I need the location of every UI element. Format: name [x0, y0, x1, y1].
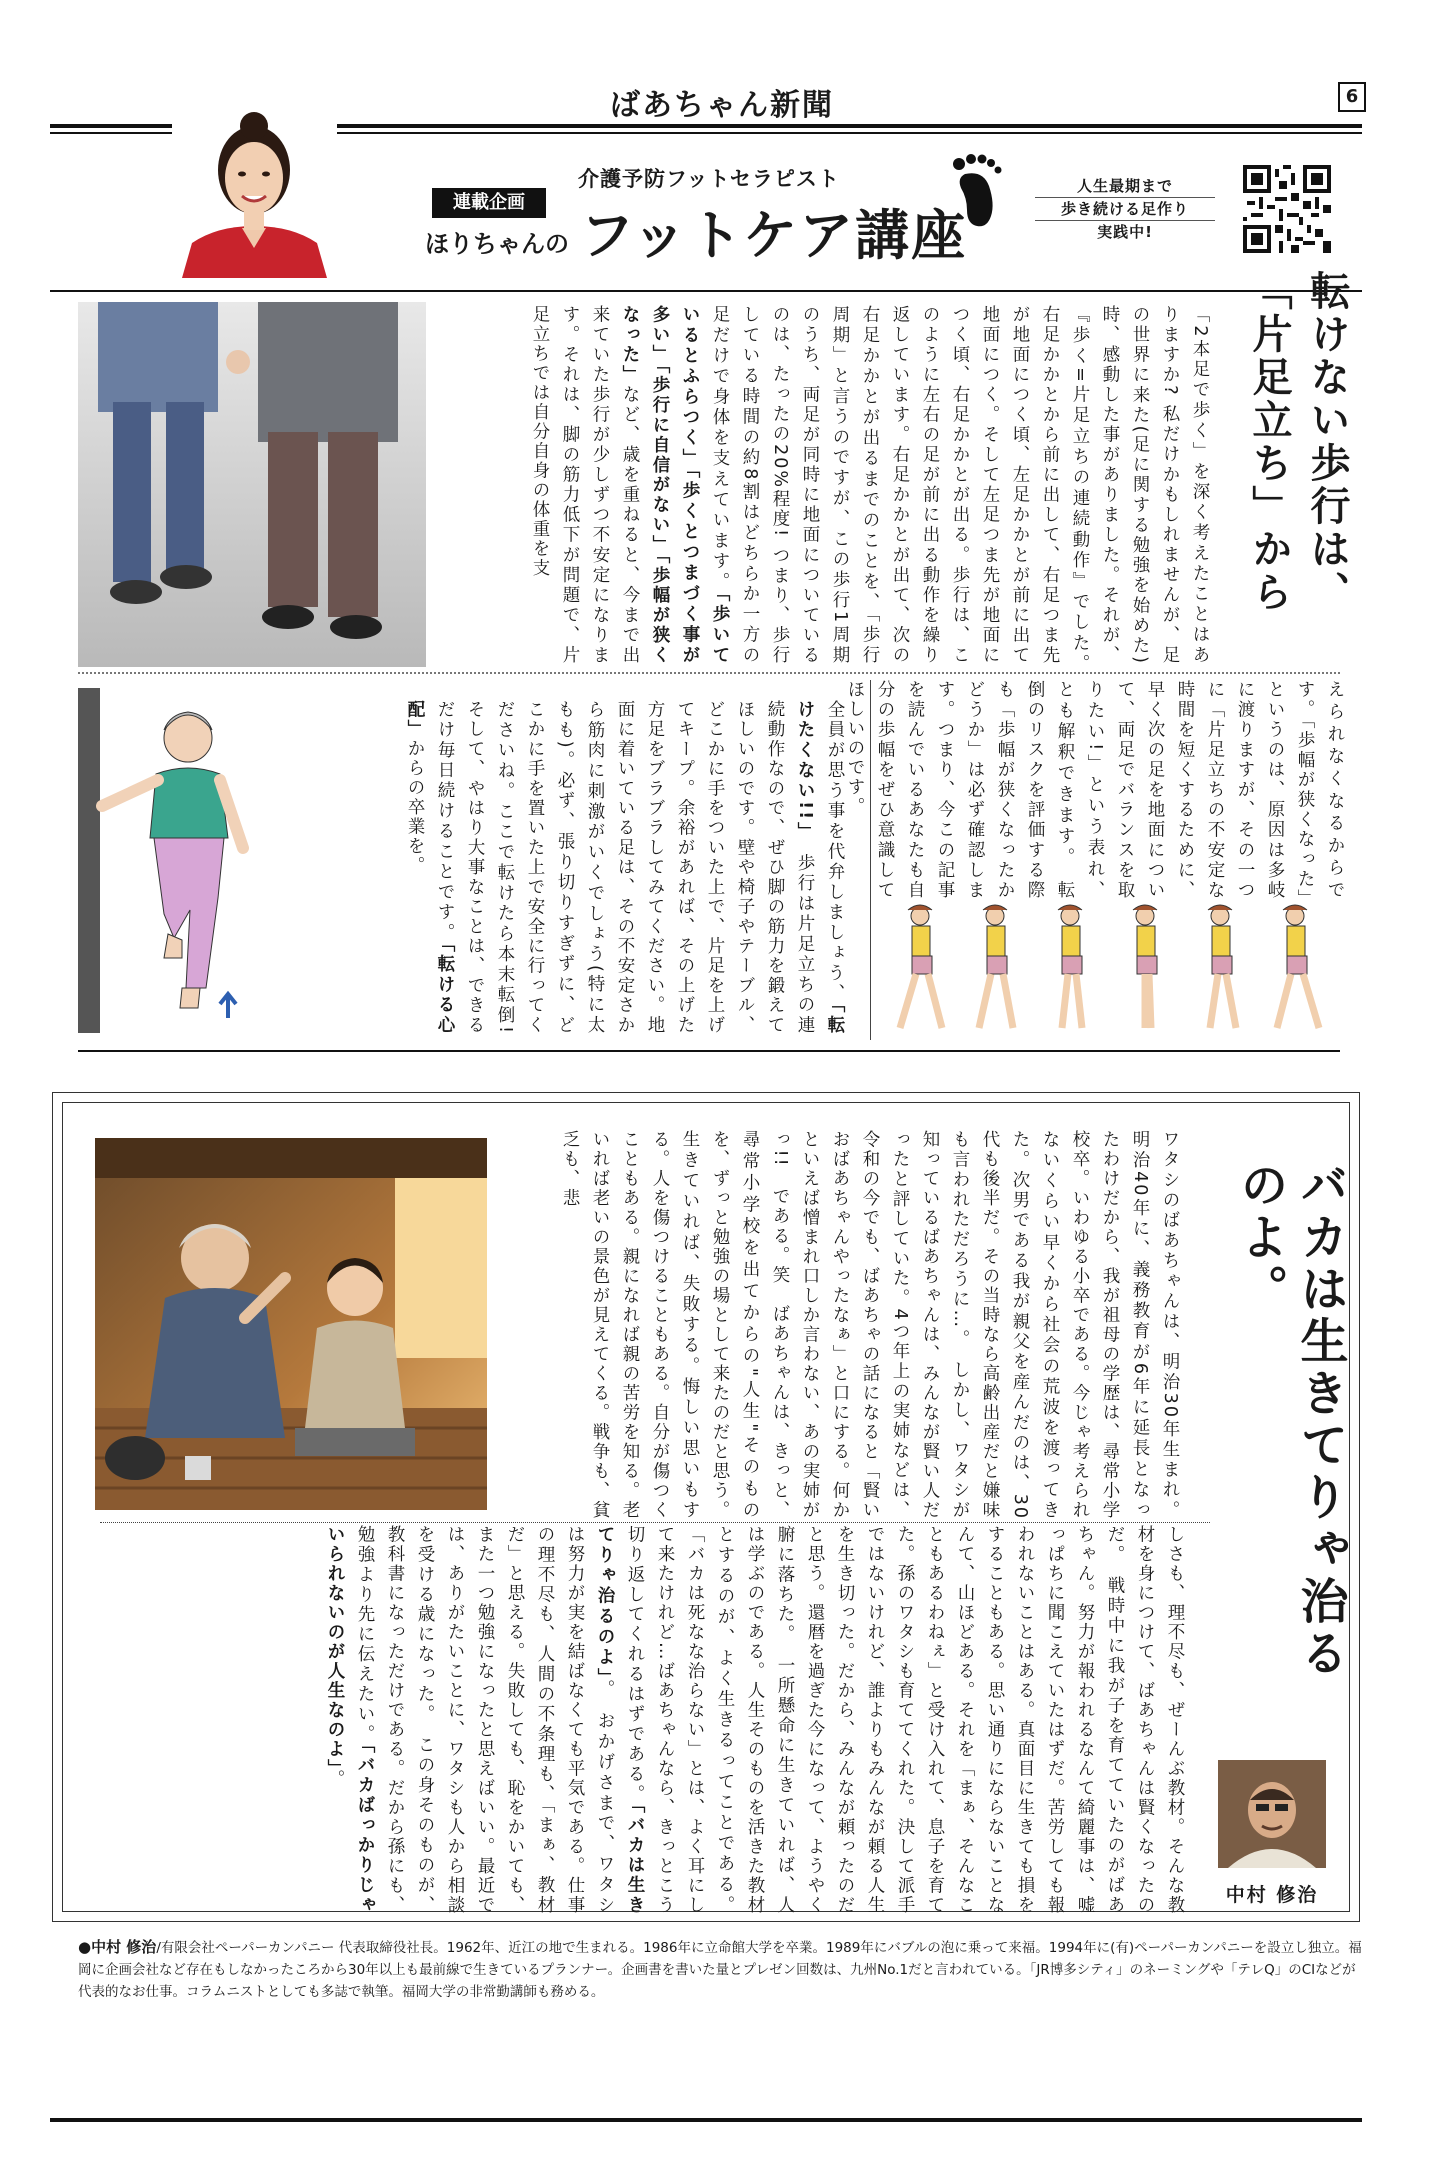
- author-portrait: [172, 108, 337, 278]
- section-divider: [78, 672, 1340, 674]
- walking-sequence-illustration: [880, 900, 1340, 1040]
- footprint-icon: [943, 150, 1013, 230]
- text-run: 歩行は片足立ちの連続動作なので、ぜひ脚の筋力を鍛えてほしいのです。壁や椅子やテーブル、どこかに手をついた上で、片足を上げてキープ。余裕があれば、その上げた方足をブラブラしてみてください。地面に着いている足は、その不安定さから筋肉に刺激がいくでしょう(特に太もも)。必ず、張り切りすぎずに、どこかに手を置いた上で安全に行ってくださいね。ここで転けたら本末転倒! そして、やはり大事なことは、できるだけ毎日続けることです。: [435, 700, 815, 1036]
- newspaper-name: ばあちゃん新聞: [610, 88, 834, 123]
- article2-title: バカは生きてりゃ治るのよ。: [1232, 1160, 1348, 1680]
- article1-bottom-rule: [78, 1050, 1340, 1052]
- article1-title-line: 転けない歩行は、: [1304, 270, 1350, 614]
- series-badge: 連載企画: [432, 188, 546, 218]
- article2-body-top: ワタシのばあちゃんは、明治30年生まれ。明治40年に、義務教育が6年に延長となったわけだから、我が祖母の学歴は、尋常小学校卒。いわゆる小卒である。今じゃ考えられないくらい早くから社会の荒波を渡ってきた。次男である我が親父を産んだのは、30代も後半だ。その当時なら高齢出産だと嫌味も言われただろうに…。 しかし、ワタシが知っているばあちゃんは、みんなが賢い人だったと評していた。4つ年上の実姉などは、令和の今でも、ばあちゃの話になると「賢いおばあちゃんやったなぁ」と口にする。何かといえば憎まれ口しか言わない、あの実姉がっ!! である。笑 ばあちゃんは、きっと、尋常小学校を出てからの"人生"そのものを、ずっと勉強の場として来たのだと思う。生きていれば、失敗する。悔しい思いもする。人を傷つけることもある。自分が傷つくこともある。親になれば親の苦労を知る。老いれば老いの景色が見えてくる。戦争も、貧乏も、悲: [560, 1130, 1180, 1520]
- text-run: 。 おかげさまで、ワタシは努力が実を結ばなくても平気である。仕事の理不尽も、人間の不条理も、「まぁ、教材だ」と思える。失敗しても、恥をかいても、また一つ勉強になったと思えばいい。最近では、ありがたいことに、ワタシも人から相談を受ける歳になった。 この身そのものが、教科書になっただけである。だから孫にも、勉強より先に伝えたい。: [355, 1525, 615, 1916]
- tagline: [1035, 175, 1215, 243]
- emphasis-text: 「バカばっかりじゃいられないのが人生なのよ」: [325, 1525, 375, 1916]
- column-rule: [870, 680, 871, 1040]
- text-run: など、歳を重ねると、今まで出来ていた歩行が少しずつ不安定になります。それは、脚の筋力低下が問題で、片足立ちでは自分自身の体重を支: [530, 305, 640, 666]
- text-run: からの卒業を。: [405, 739, 425, 876]
- page-number: 6: [1338, 82, 1366, 112]
- article2-divider: [100, 1522, 1210, 1523]
- text-run: しさも、理不尽も、ぜーんぶ教材。そんな教材を身につけて、ばあちゃんは賢くなったのだ。 戦時中に我が子を育てていたのがばあちゃん。努力が報われるなんて綺麗事は、嘘っぱちに聞こえていたはずだ。苦労しても報われないことはある。真面目に生きても損をすることもある。思い通りにならないことなんて、山ほどある。それを「まぁ、そんなこともあるわねぇ」と受け入れて、息子を育てた。孫のワタシも育ててくれた。決して派手ではないけれど、誰よりもみんなが頼る人生を生き切った。だから、みんなが頼ったのだと思う。還暦を過ぎた今になって、ようやく腑に落ちた。 一所懸命に生きていれば、人は学ぶのである。人生そのものを活きた教材とするのが、よく生きるってことである。「バカは死なな治らない」とは、よく耳にして来たけれど…ばあちゃんなら、きっとこう切り返してくれるはずである。: [625, 1525, 1185, 1915]
- walking-couple-photo: [78, 302, 426, 667]
- emphasis-text: 「転ける心配」: [405, 700, 455, 1035]
- text-run: 「2本足で歩く」を深く考えたことはありますか? 私だけかもしれませんが、足の世界に来た(足に関する勉強を始めた)時、感動した事がありました。それが、『歩く=片足立ちの連続動作』でした。 右足かかとから前に出して、右足つま先が地面につく頃、左足かかとが前に出て地面につく。そして左足つま先が地面につく頃、右足かかとが出る。歩行は、このように左右の足が前に出る動作を繰り返しています。右足かかとが出て、次の右足かかとが出るまでのことを、「歩行周期」と言うのですが、この歩行1周期のうち、両足が同時に地面についているのは、たったの20%程度! つまり、歩行している時間の約8割はどちらか一方の足だけで身体を支えています。: [710, 305, 1210, 685]
- one-leg-stand-illustration: [78, 688, 278, 1033]
- article1-body-right: えられなくなるからです。「歩幅が狭くなった」というのは、原因は多岐に渡りますが、その一つに「片足立ちの不安定な時間を短くするために、早く次の足を地面について、両足でバランスを取りたい!」という表れ、とも解釈できます。 転倒のリスクを評価する際も「歩幅が狭くなったかどうか」は必ず確認します。つまり、今この記事を読んでいるあなたも自分の歩幅をぜひ意識してほしいのです。: [845, 680, 1345, 900]
- bio-name: ●中村 修治: [78, 1938, 157, 1956]
- bio-text: /有限会社ペーパーカンパニー 代表取締役社長。1962年、近江の地で生まれる。1986年に立命館大学を卒業。1989年にバブルの泡に乗って来福。1994年に(有)ペーパーカンパニーを設立し独立。福岡に企画会社など存在もしなかったころから30年以上も最前線で生きているプランナー。企画書を書いた量とプレゼン回数は、九州No.1だと言われている。「JR博多シティ」のネーミングや「テレQ」のCIなどが代表的なお仕事。コラムニストとしても多誌で執筆。福岡大学の非常勤講師も務める。: [78, 1940, 1362, 2000]
- article2-body-bottom: [100, 1525, 1190, 1915]
- text-run: 全員が思う事を代弁しましょう、: [825, 700, 845, 1004]
- emphasis-text: 「転けたくない!!」: [795, 700, 845, 1035]
- author-role: 介護予防フットセラピスト: [578, 167, 840, 191]
- columnist-photo: [1218, 1760, 1326, 1868]
- tagline-line: 歩き続ける足作り: [1035, 197, 1215, 221]
- columnist-name: 中村 修治: [1225, 1884, 1319, 1906]
- tagline-line: 人生最期まで: [1076, 177, 1173, 195]
- tagline-line: 実践中!: [1097, 223, 1153, 241]
- qr-code[interactable]: [1243, 165, 1331, 253]
- emphasis-text: 「バカは生きてりゃ治るのよ」: [595, 1525, 645, 1916]
- article1-title: [1240, 270, 1356, 690]
- footer-rule: [50, 2118, 1362, 2122]
- article1-body-top: [440, 305, 1215, 685]
- series-title: フットケア講座: [580, 203, 968, 267]
- header-rule: [50, 290, 1362, 292]
- text-run: 。: [325, 1769, 345, 1790]
- series-subtitle: ほりちゃんの: [425, 230, 569, 258]
- columnist-bio: [78, 1936, 1368, 2003]
- grandmother-and-boy-illustration: [95, 1138, 487, 1510]
- emphasis-text: 「歩いているとふらつく」「歩くとつまづく事が多い」「歩行に自信がない」「歩幅が狭くなった」: [620, 305, 730, 666]
- article1-body-left: [290, 700, 850, 1035]
- article1-title-line: 「片足立ち」から: [1246, 270, 1292, 614]
